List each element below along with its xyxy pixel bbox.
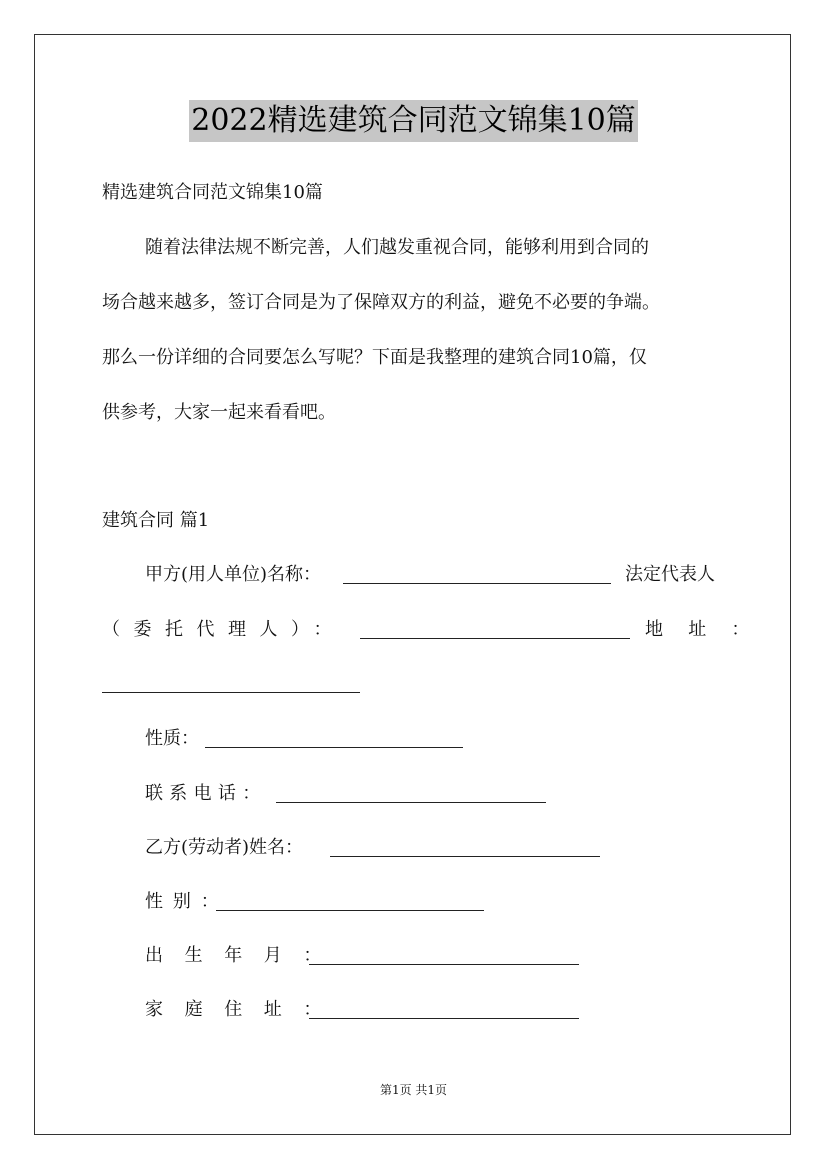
intro-line-2: 场合越来越多，签订合同是为了保障双方的利益，避免不必要的争端。	[102, 292, 660, 313]
intro-line-4: 供参考，大家一起来看看吧。	[102, 402, 336, 423]
legal-rep-blank[interactable]	[360, 620, 630, 643]
address-blank[interactable]	[102, 674, 360, 697]
party-b-name-label: 乙方(劳动者)姓名：	[145, 837, 304, 858]
birth-blank[interactable]	[309, 946, 579, 969]
intro-line-3: 那么一份详细的合同要怎么写呢？下面是我整理的建筑合同10篇，仅	[102, 347, 647, 368]
party-a-name-label: 甲方(用人单位)名称：	[145, 564, 322, 585]
gender-label: 性别：	[145, 891, 229, 912]
birth-label: 出生年月：	[145, 945, 343, 966]
gender-blank[interactable]	[216, 892, 484, 915]
phone-label: 联系电话：	[145, 783, 267, 804]
subtitle: 精选建筑合同范文锦集10篇	[102, 182, 323, 203]
party-b-name-blank[interactable]	[330, 838, 600, 861]
nature-blank[interactable]	[205, 729, 463, 752]
legal-rep-agent-label: （委托代理人）：	[102, 619, 345, 640]
address-label: 地址：	[645, 619, 775, 640]
phone-blank[interactable]	[276, 784, 546, 807]
nature-label: 性质：	[145, 728, 199, 749]
document-title: 2022精选建筑合同范文锦集10篇	[0, 100, 827, 142]
legal-rep-label: 法定代表人	[625, 564, 715, 585]
page-footer: 第1页 共1页	[379, 1083, 448, 1097]
home-address-blank[interactable]	[309, 1000, 579, 1023]
home-address-label: 家庭住址：	[145, 999, 343, 1020]
section-heading: 建筑合同 篇1	[102, 510, 210, 531]
intro-line-1: 随着法律法规不断完善，人们越发重视合同，能够利用到合同的	[145, 237, 649, 258]
party-a-name-blank[interactable]	[343, 565, 611, 588]
